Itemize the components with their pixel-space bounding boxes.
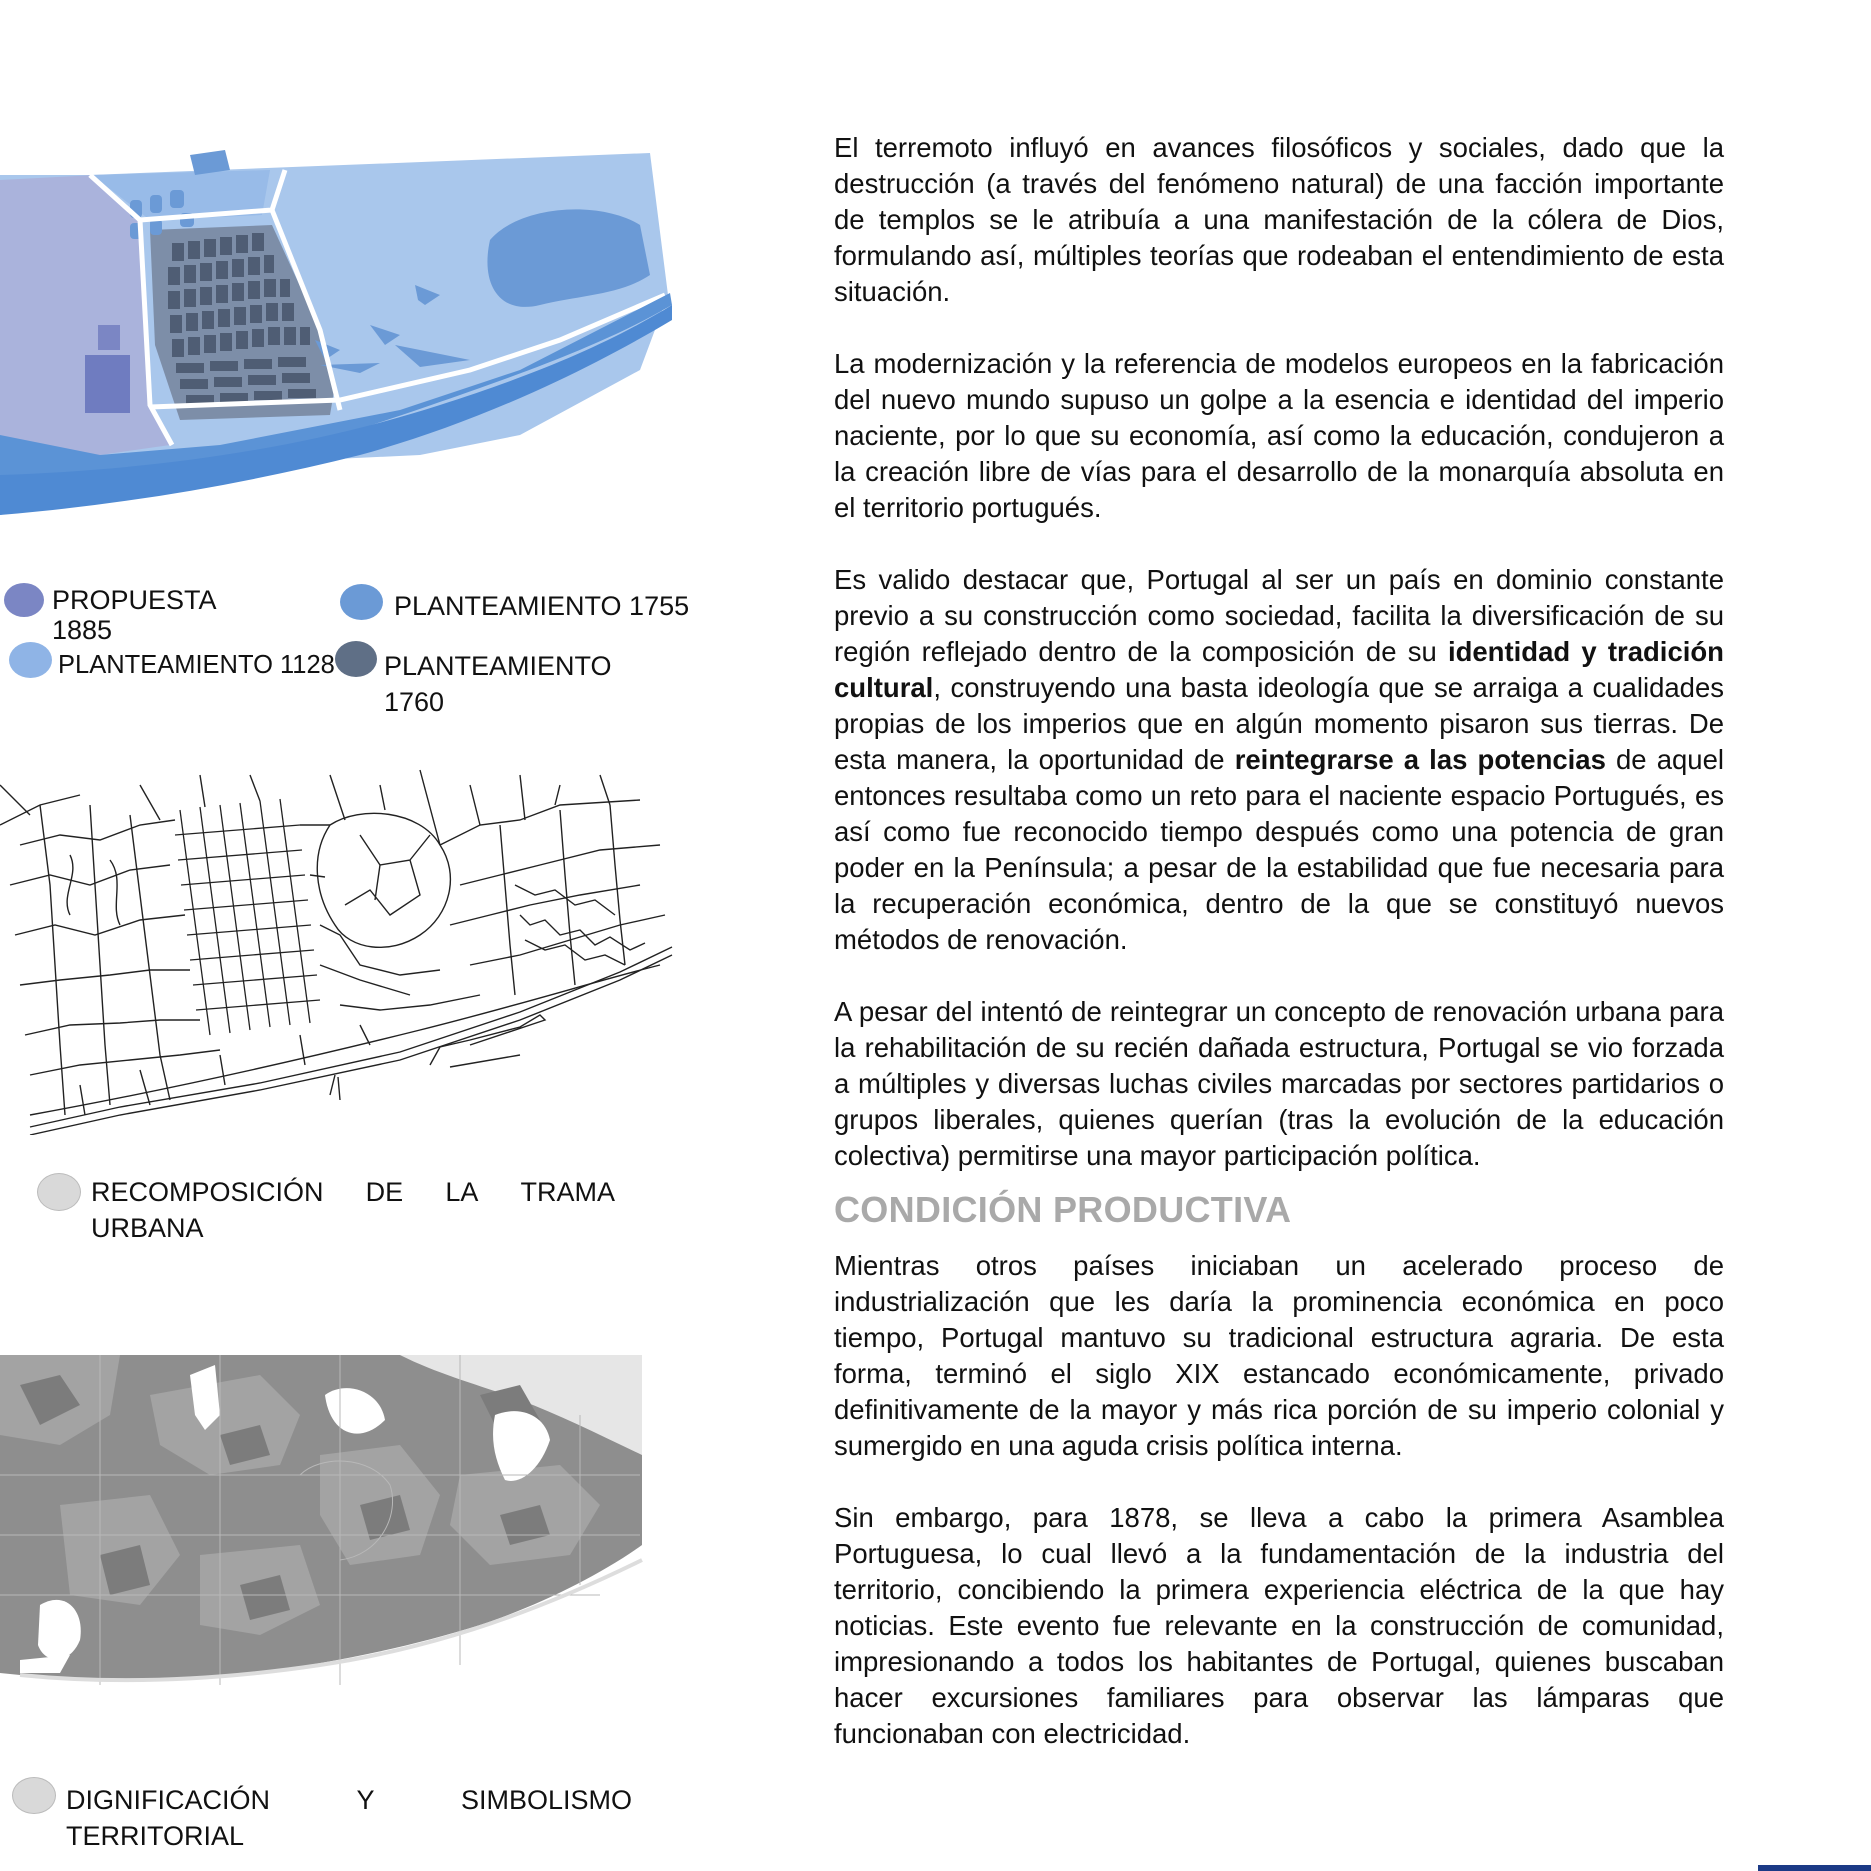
legend-label-propuesta-line1: PROPUESTA <box>52 585 217 615</box>
legend-label-propuesta <box>52 582 217 648</box>
paragraph-2: La modernización y la referencia de modelos europeos en la fabricación del nuevo mundo supuso un golpe a la esencia e identidad del imperio naciente, por lo que su economía, así como la educación, condujeron a la creación libre de vías para el desarrollo de la monarquía absoluta en el territorio portugués. <box>834 348 1724 523</box>
legend-label-dignificacion-line1 <box>66 1782 632 1818</box>
legend-label-planteamiento-1755: PLANTEAMIENTO 1755 <box>394 591 690 621</box>
paragraph-1: El terremoto influyó en avances filosóficos y sociales, dado que la destrucción (a través del fenómeno natural) de una facción importante de templos se le atribuía a una manifestación de la cólera de Dios, formulando así, múltiples teorías que rodeaban el entendimiento de esta situación. <box>834 132 1724 307</box>
body-text-column <box>834 130 1724 1788</box>
legend-word-2: Y <box>356 1785 375 1815</box>
paragraph-3-bold-reintegrarse: reintegrarse a las potencias <box>1234 744 1606 775</box>
legend-word-2: DE <box>365 1177 404 1207</box>
paragraph-3-part-d: de aquel entonces resultaba como un reto para el naciente espacio Portugués, es así como fue reconocido tiempo después como una potencia de gran poder en la Península; a pesar de la estabilidad que fue necesaria para la recuperación económica, dentro de la que se constituyó nuevos métodos de renovación. <box>834 744 1724 955</box>
legend-label-dignificacion-line2: TERRITORIAL <box>66 1821 245 1851</box>
legend-label-planteamiento-1760-line1: PLANTEAMIENTO <box>384 651 612 681</box>
legend-word-1: DIGNIFICACIÓN <box>66 1785 271 1815</box>
paragraph-6: Sin embargo, para 1878, se lleva a cabo la primera Asamblea Portuguesa, lo cual llevó a la fundamentación de la industria del territorio, concibiendo la primera experiencia eléctrica de la que hay noticias. Este evento fue relevante en la construcción de comunidad, impresionando a todos los habitantes de Portugal, quienes buscaban hacer excursiones familiares para observar las lámparas que funcionaban con electricidad. <box>834 1502 1724 1749</box>
page-corner-bar <box>1758 1865 1871 1871</box>
legend-label-planteamiento-1760-line2: 1760 <box>384 687 445 717</box>
legend-label-dignificacion <box>66 1782 632 1854</box>
paragraph-4: A pesar del intentó de reintegrar un concepto de renovación urbana para la rehabilitación de su recién dañada estructura, Portugal se vio forzada a múltiples y diversas luchas civiles marcadas por sectores partidarios o grupos liberales, quienes querían (tras la evolución de la educación colectiva) permitirse una mayor participación política. <box>834 996 1724 1171</box>
legend-label-recomposicion-line2: URBANA <box>91 1213 204 1243</box>
legend-label-recomposicion <box>91 1174 615 1246</box>
legend-label-planteamiento-1128: PLANTEAMIENTO 1128 <box>58 651 335 679</box>
legend-word-3: SIMBOLISMO <box>460 1785 632 1815</box>
plan-block-1885 <box>85 355 130 413</box>
legend-dot-dignificacion <box>12 1777 56 1814</box>
legend-word-1: RECOMPOSICIÓN <box>91 1177 324 1207</box>
section-heading: CONDICIÓN PRODUCTIVA <box>834 1189 1292 1230</box>
legend-dot-recomposicion <box>37 1173 81 1211</box>
legend-dot-propuesta-1885 <box>4 583 44 617</box>
legend-word-4: TRAMA <box>520 1177 615 1207</box>
street-network-map <box>0 765 680 1135</box>
legend-label-planteamiento-1760 <box>384 648 612 720</box>
plan-map-colored <box>0 145 680 515</box>
legend-dot-planteamiento-1755 <box>340 584 383 620</box>
city-grey-map <box>0 1355 650 1695</box>
paragraph-3-bold-identidad: identidad y tradición cultural <box>834 636 1724 703</box>
legend-dot-planteamiento-1128 <box>9 642 52 678</box>
paragraph-5: Mientras otros países iniciaban un acelerado proceso de industrialización que les daría la prominencia económica en poco tiempo, Portugal mantuvo su tradicional estructura agraria. De esta forma, terminó el siglo XIX estancado económicamente, privado definitivamente de la mayor y más rica porción de su imperio colonial y sumergido en una aguda crisis política interna. <box>834 1250 1724 1461</box>
paragraph-3-part-a: Es valido destacar que, Portugal al ser un país en dominio constante previo a su construcción como sociedad, facilita la diversificación de su región reflejado dentro de la composición de su <box>834 564 1724 667</box>
legend-word-3: LA <box>445 1177 479 1207</box>
paragraph-3-part-c: , construyendo una basta ideología que se arraiga a cualidades propias de los imperios que en algún momento pisaron sus tierras. De esta manera, la oportunidad de <box>834 672 1724 775</box>
paragraph-3 <box>834 562 1724 958</box>
legend-label-propuesta-line2: 1885 <box>52 615 113 645</box>
legend-label-recomposicion-line1 <box>91 1174 615 1210</box>
legend-dot-planteamiento-1760 <box>335 641 377 677</box>
